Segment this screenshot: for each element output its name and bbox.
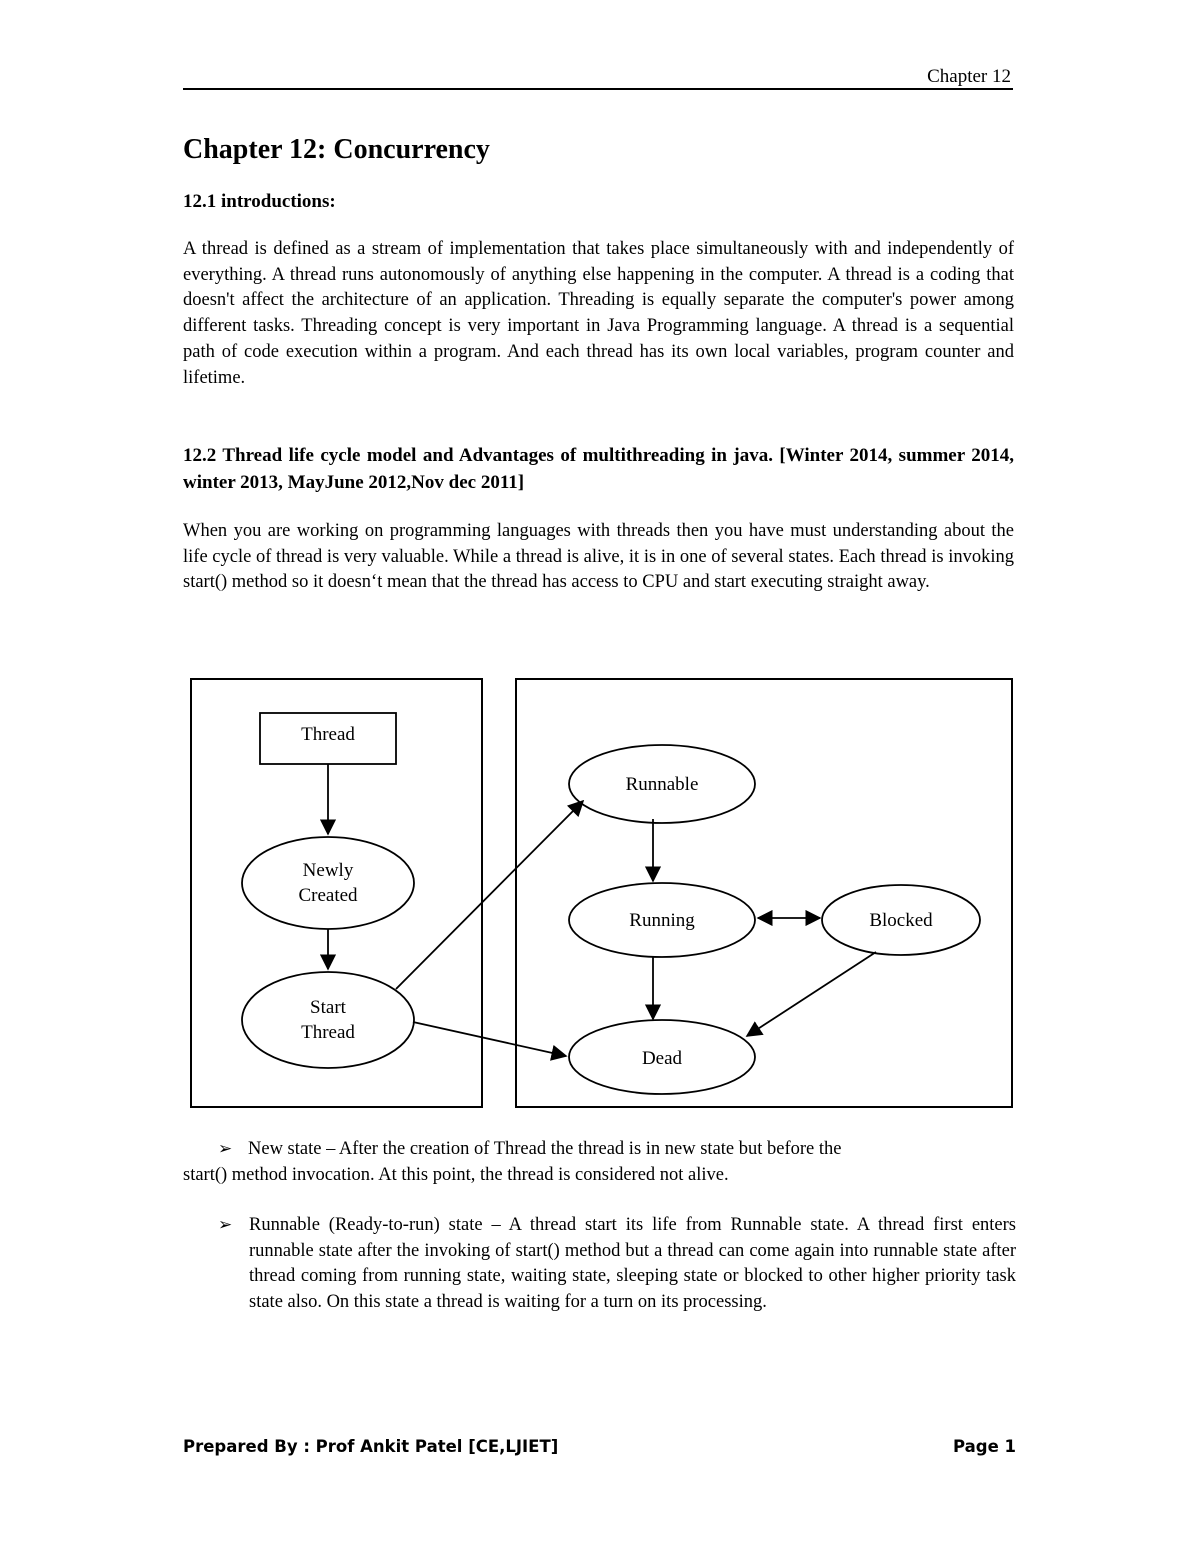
dead-node xyxy=(569,1020,755,1094)
thread-lifecycle-diagram xyxy=(188,676,1018,1111)
arrow-start-to-dead xyxy=(413,1022,566,1056)
new-state-line2: start() method invocation. At this point, the thread is considered not alive. xyxy=(183,1164,729,1185)
start-thread-line2: Thread xyxy=(301,1022,355,1043)
runnable-node xyxy=(569,745,755,823)
page-title: Chapter 12: Concurrency xyxy=(183,134,490,165)
section-1-paragraph: A thread is defined as a stream of implementation that takes place simultaneously with and independently of everything. A thread runs autonomously of anything else happening in the computer. A thread is a coding that doesn't affect the architecture of an application. Threading is equally separate the computer's power among different tasks. Threading concept is very important in Java Programming language. A thread is a sequential path of code execution within a program. And each thread has its own local variables, program counter and lifetime. xyxy=(183,239,1014,388)
section-1-heading: 12.1 introductions: xyxy=(183,191,336,212)
dead-label: Dead xyxy=(641,1048,683,1069)
new-state-line1: New state – After the creation of Thread the thread is in new state but before the xyxy=(248,1139,842,1159)
running-node xyxy=(569,883,755,957)
start-thread-node xyxy=(242,972,414,1068)
blocked-label: Blocked xyxy=(869,910,933,931)
thread-node xyxy=(260,713,396,764)
section-2-paragraph: When you are working on programming languages with threads then you have must understanding about the life cycle of thread is very valuable. While a thread is alive, it is in one of several states. Each thread is invoking start() method so it doesn‘t mean that the thread has access to CPU and start executing straight away. xyxy=(183,521,1014,593)
blocked-node xyxy=(822,885,980,955)
page-number: Page 1 xyxy=(952,1437,1016,1456)
arrow-blocked-to-dead xyxy=(747,952,876,1036)
runnable-state-bullet xyxy=(218,1213,1016,1316)
prepared-by: Prepared By : Prof Ankit Patel [CE,LJIET] xyxy=(183,1437,559,1456)
page-header xyxy=(183,64,1013,90)
thread-node-label: Thread xyxy=(301,724,355,745)
bullet-arrow-icon: ➢ xyxy=(218,1215,233,1235)
runnable-label: Runnable xyxy=(625,774,699,795)
chapter-label: Chapter 12 xyxy=(927,66,1011,87)
newly-created-line2: Created xyxy=(298,885,358,906)
newly-created-line1: Newly xyxy=(302,860,354,881)
new-state-bullet xyxy=(183,1137,1016,1188)
arrow-start-to-runnable xyxy=(396,801,583,989)
running-label: Running xyxy=(629,910,695,931)
runnable-state-text: Runnable (Ready-to-run) state – A thread start its life from Runnable state. A thread first enters runnable state after the invoking of start() method but a thread can come again into runnable state after thread coming from running state, waiting state, sleeping state or blocked to other higher priority task state also. On this state a thread is waiting for a turn on its processing. xyxy=(249,1215,1016,1313)
section-2-heading: 12.2 Thread life cycle model and Advantages of multithreading in java. [Winter 2014, summer 2014, winter 2013, MayJune 2012,Nov dec 2011] xyxy=(183,445,1014,493)
start-thread-line1: Start xyxy=(310,997,346,1018)
bullet-arrow-icon: ➢ xyxy=(218,1139,233,1159)
newly-created-node xyxy=(242,837,414,929)
